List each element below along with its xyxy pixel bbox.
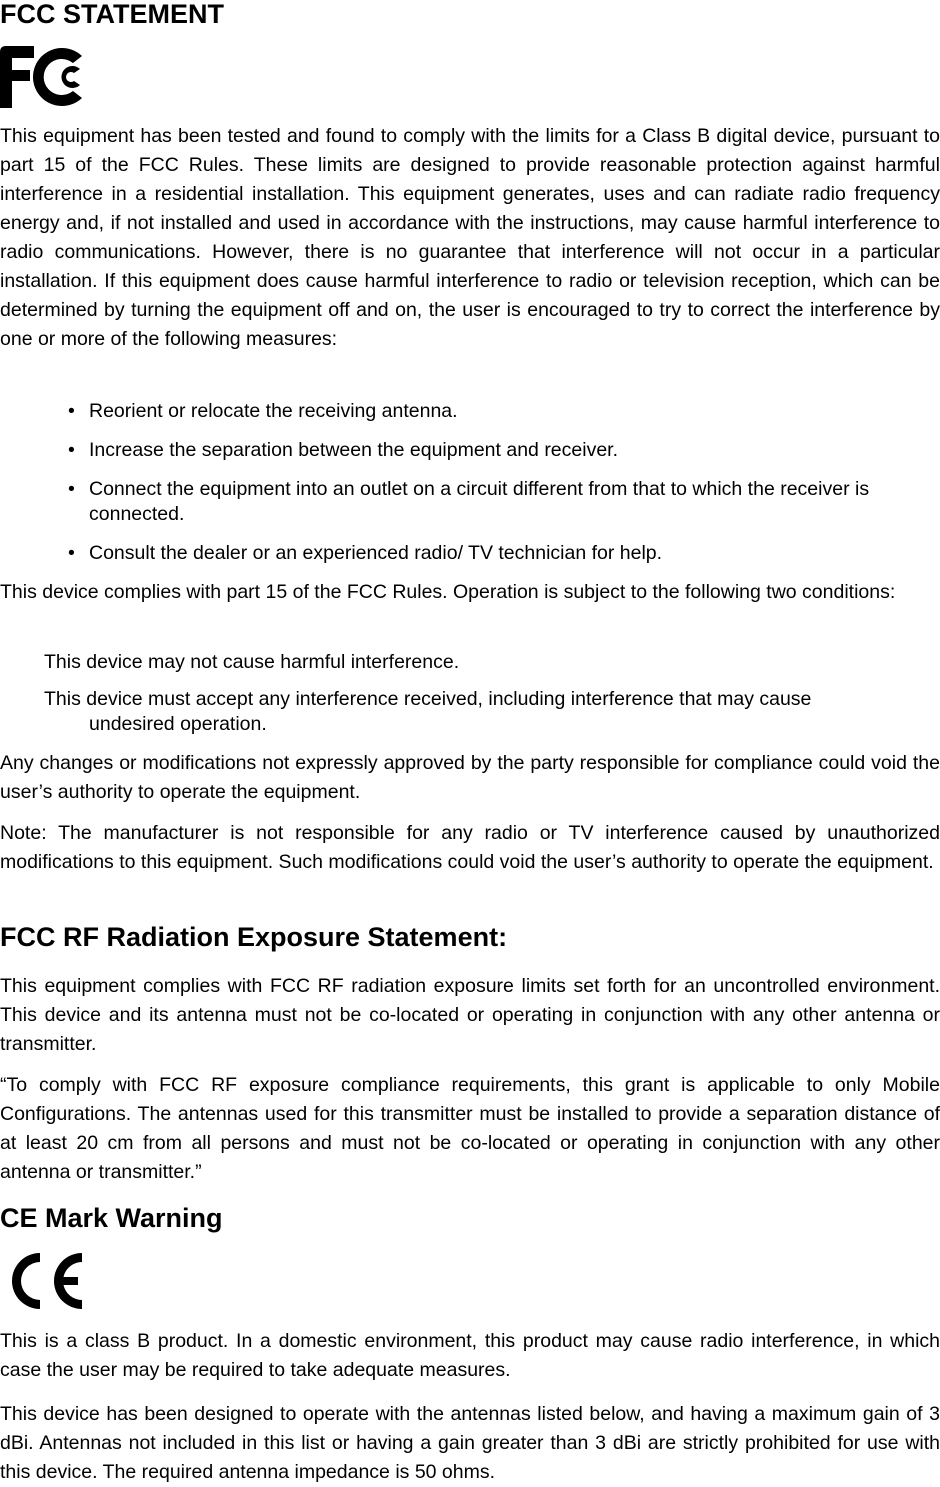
list-item: • Connect the equipment into an outlet on a circuit different from that to which the receiver is connected. [68, 478, 870, 525]
list-item: • Consult the dealer or an experienced radio/ TV technician for help. [68, 542, 663, 564]
rf-compliance-paragraph: “To comply with FCC RF exposure compliance requirements, this grant is applicable to only Mobile Configurations. The antennas used for this transmitter must be installed to provide a separation distance of at least 20 cm from all persons and must not be co-located or operating in conjunction with any other antenna or transmitter.” [0, 1074, 940, 1183]
rf-exposure-title: FCC RF Radiation Exposure Statement: [0, 922, 508, 952]
condition-item: This device must accept any interference received, including interference that may cause undesired operation. [44, 688, 812, 735]
ce-class-b-paragraph: This is a class B product. In a domestic environment, this product may cause radio interference, in which case the user may be required to take adequate measures. [0, 1330, 940, 1381]
bullet-icon: • [68, 400, 75, 422]
condition-item: This device may not cause harmful interference. [44, 651, 460, 673]
list-item: • Increase the separation between the equipment and receiver. [68, 439, 619, 461]
ce-antenna-paragraph: This device has been designed to operate with the antennas listed below, and having a maximum gain of 3 dBi. Antennas not included in this list or having a gain greater than 3 dBi are strictly prohibited for use with this device. The required antenna impedance is 50 ohms. [0, 1403, 940, 1483]
bullet-icon: • [68, 439, 75, 461]
bullet-icon: • [68, 542, 75, 564]
ce-mark-title: CE Mark Warning [0, 1203, 223, 1233]
rf-exposure-paragraph: This equipment complies with FCC RF radiation exposure limits set forth for an uncontrolled environment. This device and its antenna must not be co-located or operating in conjunction with any other antenna or transmitter. [0, 975, 940, 1055]
fcc-note-paragraph: Note: The manufacturer is not responsible for any radio or TV interference caused by unauthorized modifications to this equipment. Such modifications could void the user’s authority to operate the equipment. [0, 822, 940, 873]
ce-mark-icon [0, 1250, 86, 1312]
fcc-statement-title: FCC STATEMENT [0, 0, 224, 29]
fcc-part15-paragraph: This device complies with part 15 of the FCC Rules. Operation is subject to the following two conditions: [0, 581, 896, 603]
list-item: • Reorient or relocate the receiving antenna. [68, 400, 458, 422]
fcc-measures-list [0, 399, 940, 566]
fcc-logo-icon [0, 46, 88, 108]
fcc-intro-paragraph: This equipment has been tested and found to comply with the limits for a Class B digital device, pursuant to part 15 of the FCC Rules. These limits are designed to provide reasonable protection against harmful interference in a residential installation. This equipment generates, uses and can radiate radio frequency energy and, if not installed and used in accordance with the instructions, may cause harmful interference to radio communications. However, there is no guarantee that interference will not occur in a particular installation. If this equipment does cause harmful interference to radio or television reception, which can be determined by turning the equipment off and on, the user is encouraged to try to correct the interference by one or more of the following measures: [0, 125, 940, 350]
bullet-icon: • [68, 478, 75, 500]
fcc-changes-paragraph: Any changes or modifications not expressly approved by the party responsible for compliance could void the user’s authority to operate the equipment. [0, 752, 940, 803]
